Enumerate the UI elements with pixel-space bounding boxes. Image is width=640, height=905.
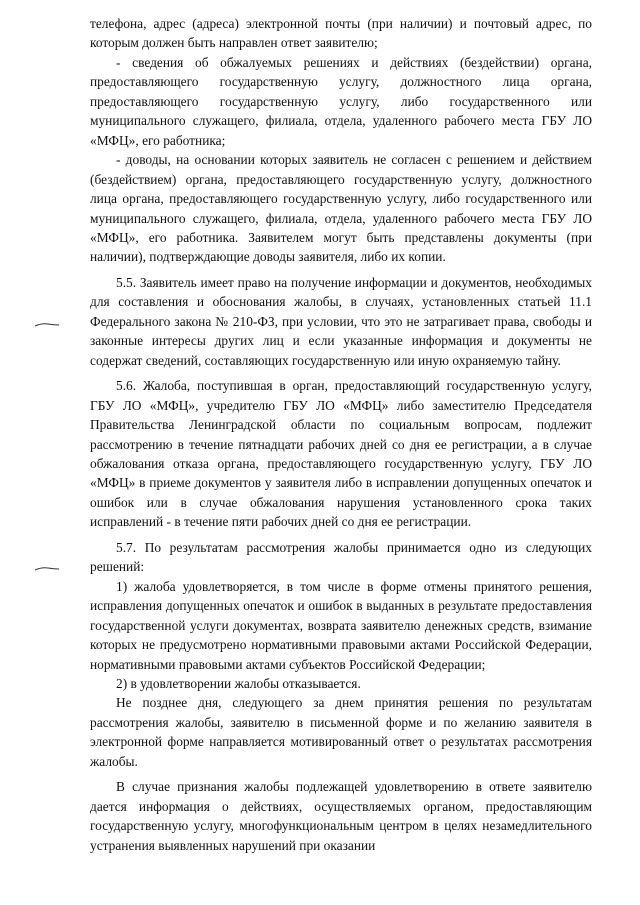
paragraph-response-deadline: Не позднее дня, следующего за днем принятия решения по результатам рассмотрения жалобы, заявителю в письменной форме и по желанию заявителя в электронной форме направляется мотивированный ответ о результатах рассмотрения жалобы.	[90, 695, 592, 769]
paragraph-arguments: - доводы, на основании которых заявитель не согласен с решением и действием (бездействием) органа, предоставляющего государственную услугу, должностного лица органа, предоставляющего государственную услугу, либо государственного или муниципального служащего, филиала, отдела, удаленного рабочего места ГБУ ЛО «МФЦ», его работника. Заявителем могут быть представлены документы (при наличии), подтверждающие доводы заявителя, либо их копии.	[90, 152, 592, 265]
paragraph-satisfaction-case: В случае признания жалобы подлежащей удовлетворению в ответе заявителю дается информация о действиях, осуществляемых органом, предоставляющим государственную услугу, многофункциональным центром в целях незамедлительного устранения выявленных нарушений при оказании	[90, 779, 592, 853]
document-body	[90, 14, 592, 855]
paragraph-5-7: 5.7. По результатам рассмотрения жалобы принимается одно из следующих решений:	[90, 539, 592, 575]
paragraph-outcome-2: 2) в удовлетворении жалобы отказывается.	[116, 675, 361, 691]
paragraph-5-6: 5.6. Жалоба, поступившая в орган, предоставляющий государственную услугу, ГБУ ЛО «МФЦ», учредителю ГБУ ЛО «МФЦ» либо заместителю Председателя Правительства Ленинградской области по социальным вопросам, подлежит рассмотрению в течение пятнадцати рабочих дней со дня ее регистрации, а в случае обжалования отказа органа, предоставляющего государственную услугу, ГБУ ЛО «МФЦ» в приеме документов у заявителя либо в исправлении допущенных опечаток и ошибок или в случае обжалования нарушения установленного срока таких исправлений - в течение пяти рабочих дней со дня ее регистрации.	[90, 378, 592, 530]
margin-mark	[34, 566, 60, 572]
paragraph-appealed-decisions: - сведения об обжалуемых решениях и действиях (бездействии) органа, предоставляющего государственную услугу, должностного лица органа, предоставляющего государственную услугу, либо государственного или муниципального служащего, филиала, отдела, удаленного рабочего места ГБУ ЛО «МФЦ», его работника;	[90, 54, 592, 148]
paragraph-contact-info: телефона, адрес (адреса) электронной почты (при наличии) и почтовый адрес, по которым должен быть направлен ответ заявителю;	[90, 16, 592, 51]
paragraph-outcome-1: 1) жалоба удовлетворяется, в том числе в форме отмены принятого решения, исправления допущенных опечаток и ошибок в выданных в результате предоставления государственной услуги документах, возврата заявителю денежных средств, взимание которых не предусмотрено нормативными правовыми актами Российской Федерации, нормативными правовыми актами субъектов Российской Федерации;	[90, 578, 592, 672]
margin-mark	[34, 322, 60, 328]
paragraph-5-5: 5.5. Заявитель имеет право на получение информации и документов, необходимых для составления и обоснования жалобы, в случаях, установленных статьей 11.1 Федерального закона № 210-ФЗ, при условии, что это не затрагивает права, свободы и законные интересы других лиц и если указанные информация и документы не содержат сведений, составляющих государственную или иную охраняемую тайну.	[90, 274, 592, 368]
